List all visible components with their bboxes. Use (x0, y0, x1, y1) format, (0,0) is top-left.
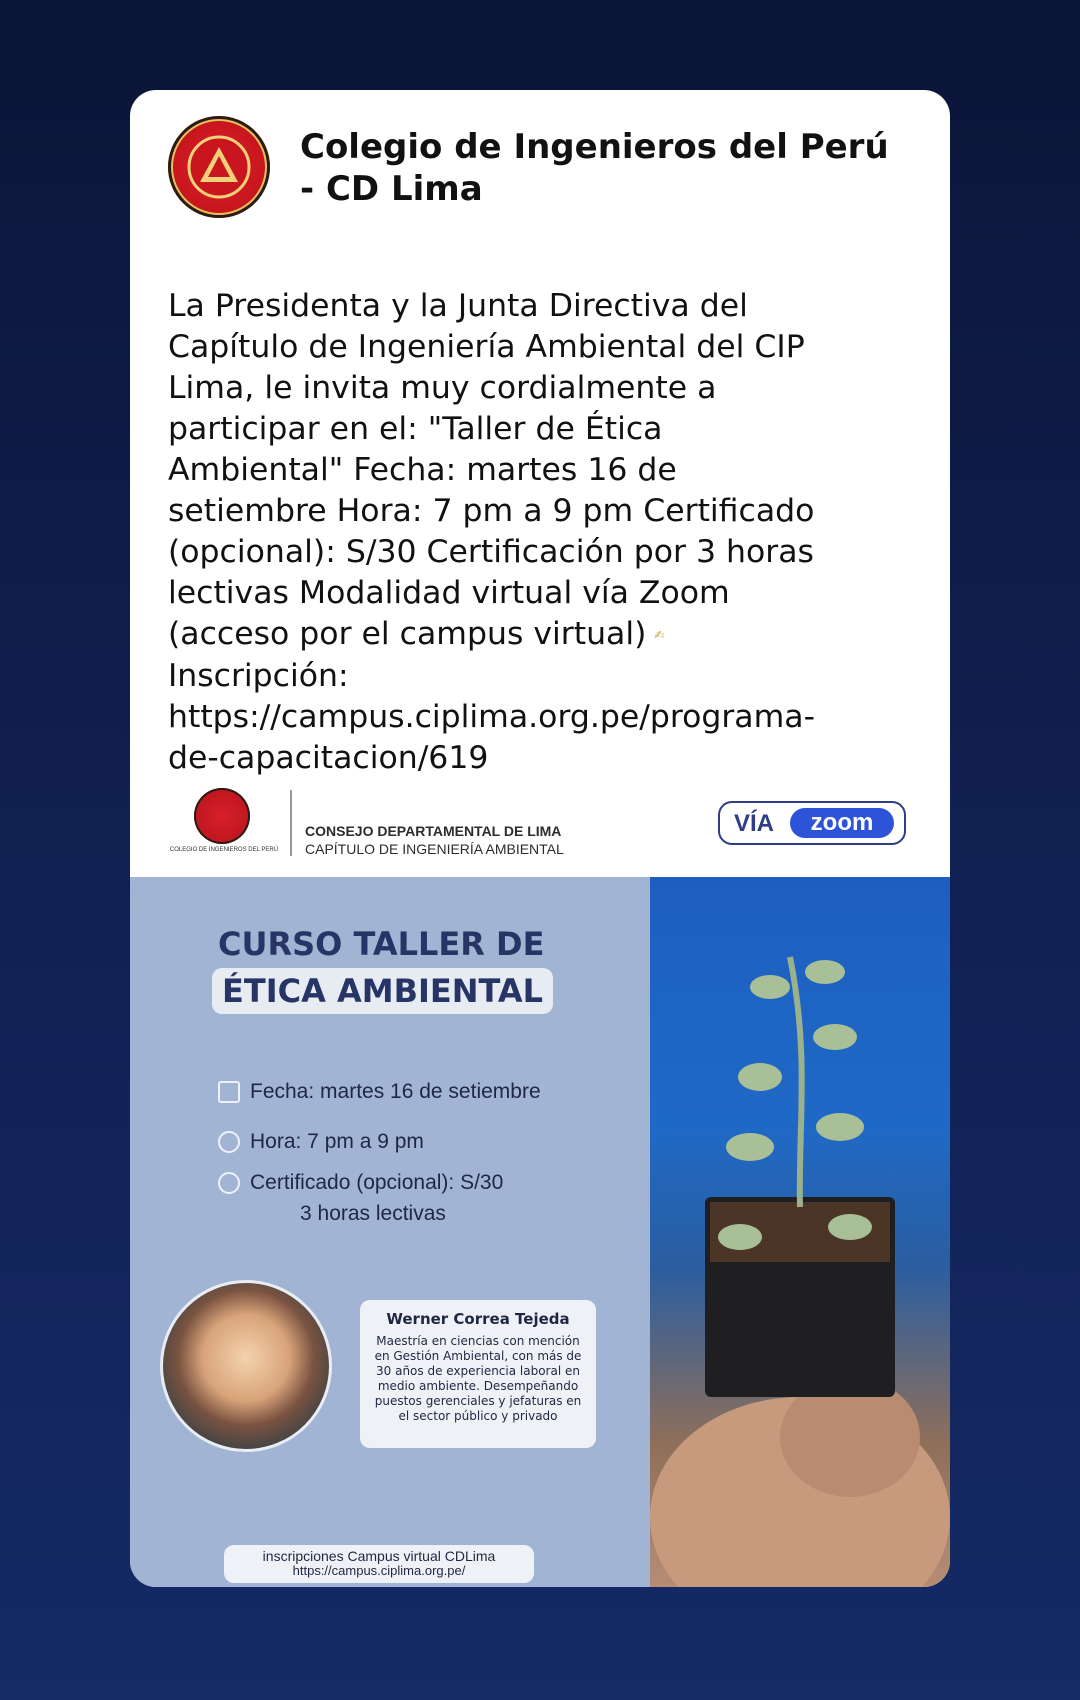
clock-icon (218, 1131, 240, 1153)
enroll-url: https://campus.ciplima.org.pe/ (292, 1563, 466, 1578)
enroll-info (224, 1545, 534, 1583)
info-time-row (218, 1130, 424, 1154)
info-certificate-sub: 3 horas lectivas (300, 1202, 446, 1225)
info-certificate: Certificado (opcional): S/30 (250, 1171, 504, 1194)
flyer-council-line2: CAPÍTULO DE INGENIERÍA AMBIENTAL (305, 841, 564, 857)
info-date-row (218, 1080, 541, 1104)
certificate-icon (218, 1172, 240, 1194)
plant-in-hands-image (650, 877, 950, 1587)
post-enroll-link[interactable]: Inscripción: https://campus.ciplima.org.pe/programa- de-capacitacion/619 (168, 657, 815, 776)
enroll-line1: inscripciones Campus virtual CDLima (262, 1548, 496, 1564)
speaker-photo (160, 1280, 332, 1452)
flyer-cip-logo-icon (194, 788, 250, 844)
course-title-line1: CURSO TALLER DE (218, 925, 545, 963)
via-zoom-badge (718, 801, 906, 845)
post-author-name[interactable]: Colegio de Ingenieros del Perú - CD Lima (300, 127, 889, 209)
cip-emblem-icon (168, 116, 270, 218)
calendar-icon (218, 1081, 240, 1103)
flyer-divider (290, 790, 292, 856)
course-title-line2: ÉTICA AMBIENTAL (212, 968, 553, 1014)
zoom-via-label: VÍA (734, 810, 775, 837)
post-body (168, 245, 928, 779)
post-body-text: La Presidenta y la Junta Directiva del Capítulo de Ingeniería Ambiental del CIP Lima, le invita muy cordialmente a participar en el: "Taller de Ética Ambiental" Fecha: martes 16 de setiembre Hora: 7 pm a 9 pm Certificado (opcional): S/30 Certificación por 3 horas lectivas Modalidad virtual vía Zoom (acceso por el campus virtual) (168, 288, 815, 652)
info-certificate-row (218, 1171, 503, 1195)
zoom-logo: zoom (790, 808, 894, 838)
flyer-council-line1: CONSEJO DEPARTAMENTAL DE LIMA (305, 823, 562, 839)
plant-illustration (650, 877, 950, 1587)
cip-logo-avatar[interactable] (168, 116, 270, 218)
flyer-logo-caption: COLEGIO DE INGENIEROS DEL PERÚ (169, 847, 279, 853)
post-card (130, 90, 950, 1587)
post-header (168, 116, 928, 226)
info-date: Fecha: martes 16 de setiembre (250, 1080, 541, 1103)
speaker-name: Werner Correa Tejeda (386, 1310, 570, 1328)
info-time: Hora: 7 pm a 9 pm (250, 1130, 424, 1153)
speaker-card (360, 1300, 596, 1448)
speaker-bio: Maestría en ciencias con mención en Gestión Ambiental, con más de 30 años de experiencia laboral en medio ambiente. Desempeñando puestos gerenciales y jefaturas en el sector público y privado (374, 1334, 582, 1423)
pencil-emoji-icon: ✍ (654, 627, 665, 642)
